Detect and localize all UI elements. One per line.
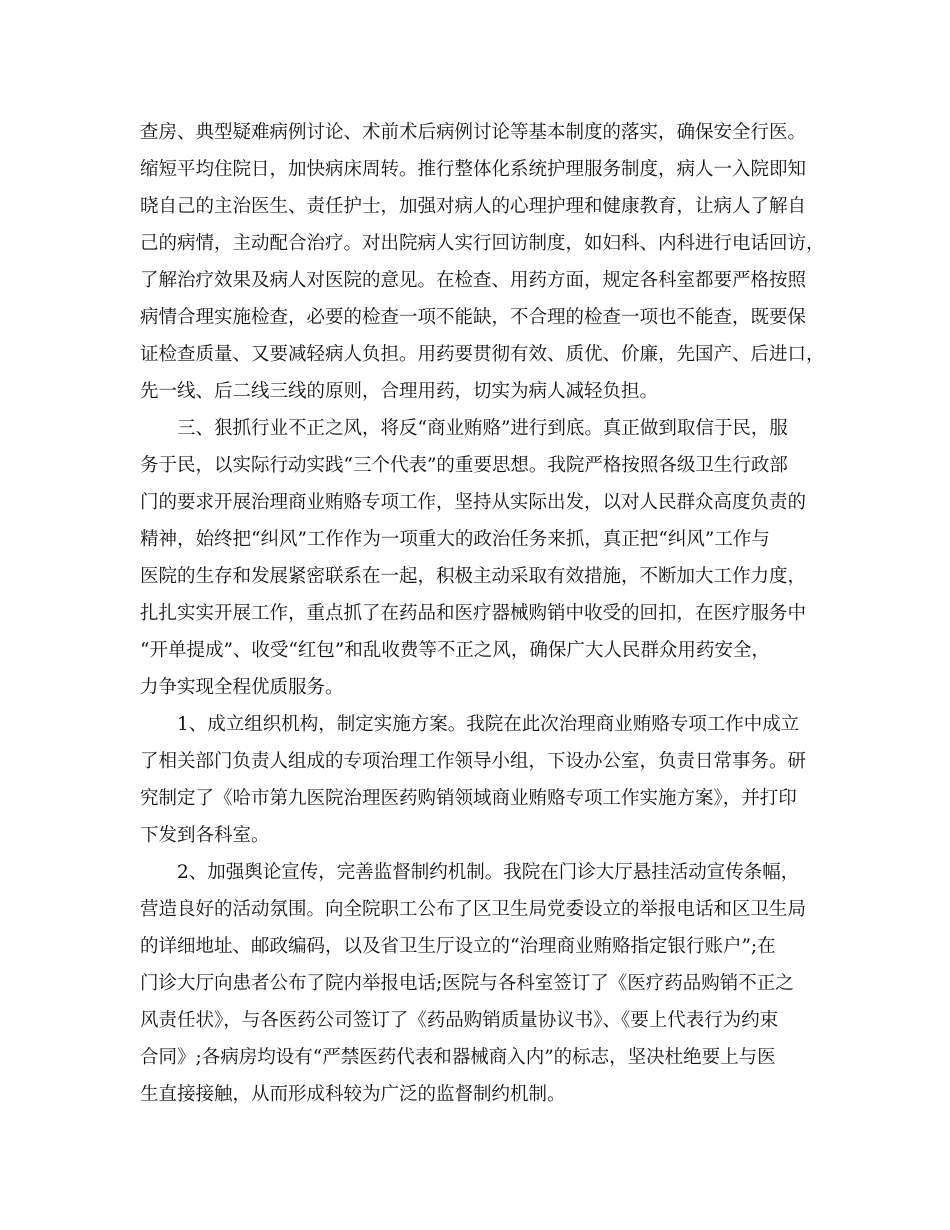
text-line: 务于民，以实际行动实践“三个代表”的重要思想。我院严格按照各级卫生行政部 (140, 455, 788, 476)
text-line: “开单提成”、收受“红包”和乱收费等不正之风，确保广大人民群众用药安全， (140, 640, 770, 661)
section-heading-line: 三、狠抓行业不正之风，将反“商业贿赂”进行到底。真正做到取信于民，服 (177, 418, 788, 439)
text-line: 晓自己的主治医生、责任护士，加强对病人的心理护理和健康教育，让病人了解自 (140, 196, 807, 217)
list-item-line: 2、加强舆论宣传，完善监督制约机制。我院在门诊大厅悬挂活动宣传条幅， (177, 862, 800, 883)
text-line: 风责任状》，与各医药公司签订了《药品购销质量协议书》、《要上代表行为约束 (140, 1010, 779, 1031)
text-line: 力争实现全程优质服务。 (140, 677, 344, 698)
text-line: 了相关部门负责人组成的专项治理工作领导小组，下设办公室，负责日常事务。研 (140, 751, 807, 772)
text-line: 门的要求开展治理商业贿赂专项工作，坚持从实际出发，以对人民群众高度负责的 (140, 492, 807, 513)
text-line: 合同》;各病房均设有“严禁医药代表和器械商入内”的标志，坚决杜绝要上与医 (140, 1047, 776, 1068)
text-line: 查房、典型疑难病例讨论、术前术后病例讨论等基本制度的落实，确保安全行医。 (140, 122, 807, 143)
text-line: 病情合理实施检查，必要的检查一项不能缺，不合理的检查一项也不能查，既要保 (140, 307, 807, 328)
text-line: 医院的生存和发展紧密联系在一起，积极主动采取有效措施，不断加大工作力度， (140, 566, 807, 587)
text-line: 己的病情，主动配合治疗。对出院病人实行回访制度，如妇科、内科进行电话回访， (140, 233, 825, 254)
text-line: 证检查质量、又要减轻病人负担。用药要贯彻有效、质优、价廉，先国产、后进口， (140, 344, 825, 365)
text-line: 扎扎实实开展工作，重点抓了在药品和医疗器械购销中收受的回扣，在医疗服务中 (140, 603, 807, 624)
list-item-line: 1、成立组织机构，制定实施方案。我院在此次治理商业贿赂专项工作中成立 (177, 714, 800, 735)
text-line: 生直接接触，从而形成科较为广泛的监督制约机制。 (140, 1084, 566, 1105)
text-line: 了解治疗效果及病人对医院的意见。在检查、用药方面，规定各科室都要严格按照 (140, 270, 807, 291)
text-line: 营造良好的活动氛围。向全院职工公布了区卫生局党委设立的举报电话和区卫生局 (140, 899, 807, 920)
text-line: 下发到各科室。 (140, 825, 270, 846)
text-line: 缩短平均住院日，加快病床周转。推行整体化系统护理服务制度，病人一入院即知 (140, 159, 807, 180)
text-line: 门诊大厅向患者公布了院内举报电话;医院与各科室签订了《医疗药品购销不正之 (140, 973, 794, 994)
text-line: 究制定了《哈市第九医院治理医药购销领域商业贿赂专项工作实施方案》，并打印 (140, 788, 797, 809)
text-line: 的详细地址、邮政编码，以及省卫生厅设立的“治理商业贿赂指定银行账户”;在 (140, 936, 776, 957)
text-line: 先一线、后二线三线的原则，合理用药，切实为病人减轻负担。 (140, 381, 659, 402)
text-line: 精神，始终把“纠风”工作作为一项重大的政治任务来抓，真正把“纠风”工作与 (140, 529, 770, 550)
